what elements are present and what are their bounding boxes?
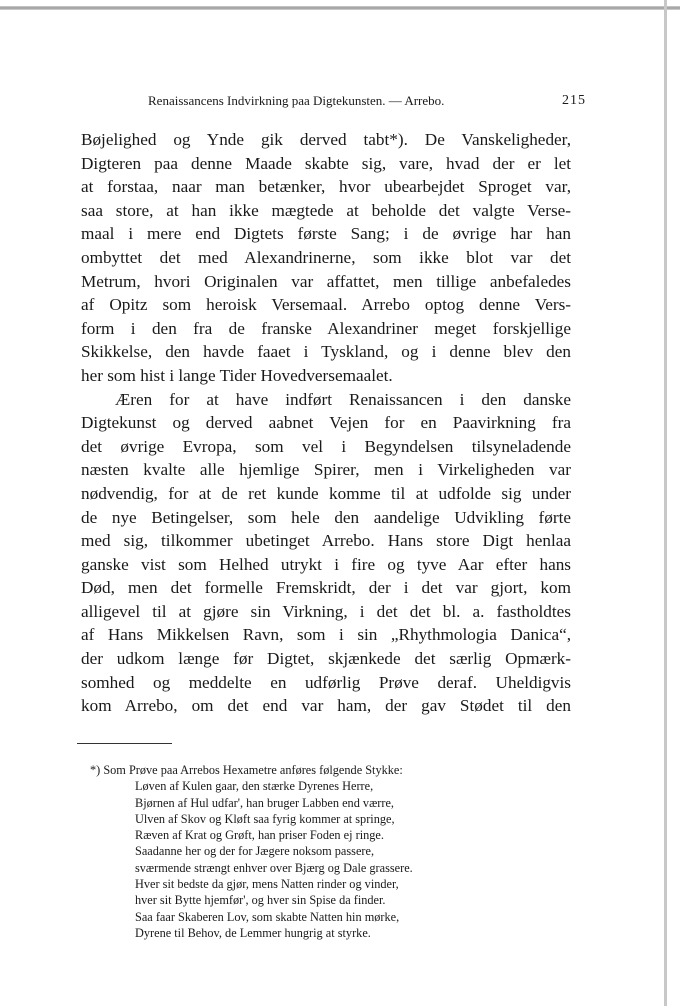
- body-line: næsten kvalte alle hjemlige Spirer, men i Virkeligheden var: [81, 460, 571, 480]
- footnote-verse-line: Saadanne her og der for Jægere noksom passere,: [135, 844, 375, 859]
- footnote-verse-line: Løven af Kulen gaar, den stærke Dyrenes Herre,: [135, 779, 374, 794]
- footnote-verse-line: Bjørnen af Hul udfar', han bruger Labben end værre,: [135, 795, 394, 810]
- body-line: af Hans Mikkelsen Ravn, som i sin „Rhythmologia Danica“,: [81, 625, 571, 645]
- footnote-divider: [77, 743, 172, 744]
- body-line: nødvendig, for at de ret kunde komme til at udfolde sig under: [81, 483, 571, 503]
- scan-right-edge: [664, 0, 667, 1006]
- footnote-intro: *) Som Prøve paa Arrebos Hexametre anføres følgende Stykke:: [90, 763, 403, 777]
- body-line: med sig, tilkommer ubetinget Arrebo. Hans store Digt henlaa: [81, 531, 571, 551]
- body-line: saa store, at han ikke mægtede at beholde det valgte Verse-: [81, 200, 571, 220]
- footnote-verse-line: Saa faar Skaberen Lov, som skabte Natten hin mørke,: [135, 909, 400, 924]
- body-line: kom Arrebo, om det end var ham, der gav Stødet til den: [81, 696, 571, 716]
- running-header: [148, 93, 586, 113]
- body-line: Bøjelighed og Ynde gik derved tabt*). De Vanskeligheder,: [81, 130, 571, 149]
- body-line: ombyttet det med Alexandrinerne, som ikke blot var det: [81, 247, 571, 267]
- footnote: [90, 762, 490, 941]
- footnote-verse-line: sværmende strængt enhver over Bjærg og Dale grassere.: [135, 860, 413, 875]
- body-line: det øvrige Evropa, som vel i Begyndelsen tilsyneladende: [81, 436, 571, 456]
- body-text: [81, 128, 571, 718]
- page-number: 215: [562, 93, 586, 108]
- body-line: maal i mere end Digtets første Sang; i de øvrige har han: [81, 224, 571, 244]
- body-line: at forstaa, naar man betænker, hvor ubearbejdet Sproget var,: [81, 177, 571, 197]
- body-line: ganske vist som Helhed utrykt i fire og tyve Aar efter hans: [81, 554, 571, 574]
- body-line: somhed og meddelte en udførlig Prøve deraf. Uheldigvis: [81, 672, 571, 692]
- body-line: Metrum, hvori Originalen var affattet, men tillige anbefaledes: [81, 271, 571, 291]
- footnote-verse-line: Hver sit bedste da gjør, mens Natten rinder og vinder,: [135, 877, 399, 892]
- footnote-verse-line: hver sit Bytte hjemfør', og hver sin Spise da finder.: [135, 893, 386, 908]
- body-line: her som hist i lange Tider Hovedversemaalet.: [81, 365, 393, 385]
- body-line: de nye Betingelser, som hele den aandelige Udvikling førte: [81, 507, 571, 527]
- scan-top-edge: [0, 6, 680, 10]
- footnote-verse-line: Dyrene til Behov, de Lemmer hungrig at styrke.: [135, 925, 371, 940]
- body-line: af Opitz som heroisk Versemaal. Arrebo optog denne Vers-: [81, 295, 571, 315]
- body-line: Skikkelse, den havde faaet i Tyskland, og i denne blev den: [81, 342, 571, 362]
- body-line: form i den fra de franske Alexandriner meget forskjellige: [81, 318, 571, 338]
- running-header-title: Renaissancens Indvirkning paa Digtekunsten. — Arrebo.: [148, 93, 445, 108]
- body-line: der udkom længe før Digtet, skjænkede det særlig Opmærk-: [81, 649, 571, 669]
- body-line: Død, men det formelle Fremskridt, der i det var gjort, kom: [81, 578, 571, 598]
- body-line: Digteren paa denne Maade skabte sig, vare, hvad der er let: [81, 153, 571, 173]
- footnote-verse-line: Ulven af Skov og Kløft saa fyrig kommer at springe,: [135, 811, 395, 826]
- footnote-verse-line: Ræven af Krat og Grøft, han priser Foden ej ringe.: [135, 828, 384, 843]
- body-line: alligevel til at gjøre sin Virkning, i det det bl. a. fastholdtes: [81, 601, 571, 621]
- body-line: Æren for at have indført Renaissancen i den danske: [115, 389, 571, 409]
- body-line: Digtekunst og derved aabnet Vejen for en Paavirkning fra: [81, 413, 571, 433]
